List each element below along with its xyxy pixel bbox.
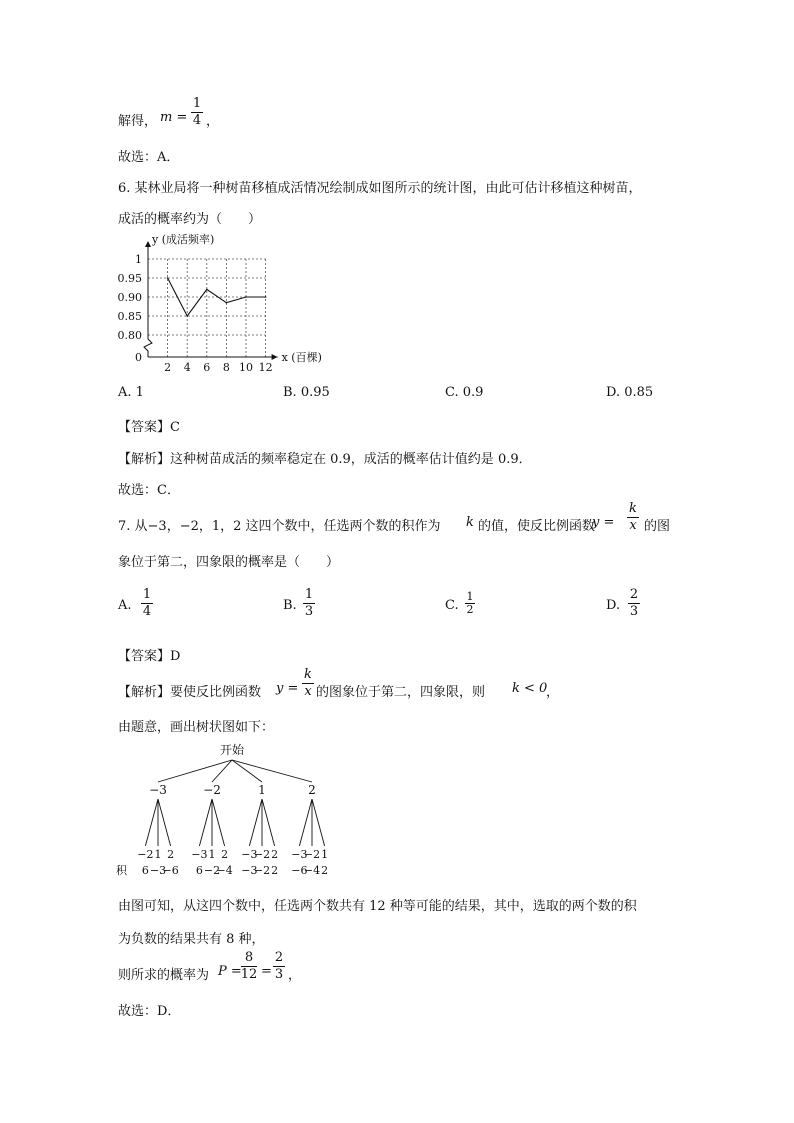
origin-label: 0 xyxy=(135,351,142,364)
m-equation-lhs: m = xyxy=(160,110,188,125)
q7-conclusion-line1: 由图可知，从这四个数中，任选两个数共有 12 种等可能的结果，其中，选取的两个数的积 xyxy=(118,899,637,914)
tree-leaf-node: 1 xyxy=(321,848,329,861)
pick-a: 故选：A． xyxy=(118,150,180,165)
q7-prob-eq: = xyxy=(261,964,272,979)
tree-product-label: 积 xyxy=(116,864,127,877)
tree-product-value: 6 xyxy=(141,864,149,877)
x-tick-label: 4 xyxy=(183,361,191,374)
tree-product-value: 2 xyxy=(271,864,279,877)
tree-branch-node: 1 xyxy=(258,783,266,797)
m-fraction xyxy=(190,96,204,129)
tree-edge xyxy=(145,799,158,846)
q7-prob-frac2: 2 3 xyxy=(274,950,284,982)
tree-edge xyxy=(232,760,262,782)
q6-analysis: 【解析】这种树苗成活的频率稳定在 0.9，成活的概率估计值约是 0.9． xyxy=(118,452,532,467)
tree-leaf-node: −2 xyxy=(137,848,154,861)
x-axis-label: x (百棵) xyxy=(281,351,322,364)
y-tick-label: 0.80 xyxy=(117,329,142,342)
m-suffix: ， xyxy=(206,114,220,129)
q7-analysis-part2: 的图象位于第二，四象限，则 xyxy=(316,685,486,700)
q7-stem-line2: 象位于第二，四象限的概率是（ ） xyxy=(118,555,340,570)
x-tick-label: 8 xyxy=(222,361,230,374)
q7-analysis-cond: k < 0 xyxy=(512,681,548,696)
q7-analysis-part3: ， xyxy=(546,685,560,700)
tree-root: 开始 xyxy=(219,743,245,757)
x-tick-label: 2 xyxy=(164,361,172,374)
q7-stem-part2: 的值，使反比例函数 xyxy=(478,519,596,534)
tree-edge xyxy=(232,760,312,782)
q7-option-b-letter: B. xyxy=(283,598,297,613)
tree-product-value: −4 xyxy=(216,864,233,877)
q6-stem-line2: 成活的概率约为（ ） xyxy=(118,212,262,227)
x-tick-label: 10 xyxy=(239,361,253,374)
q7-option-d-frac: 2 3 xyxy=(629,587,639,619)
tree-product-value: −6 xyxy=(162,864,179,877)
q7-stem-part1: 7. 从−3，−2，1，2 这四个数中，任选两个数的积作为 xyxy=(118,519,441,534)
q7-option-b-frac: 1 3 xyxy=(304,587,314,619)
y-axis-label: y (成活频率) xyxy=(152,233,215,246)
q7-conclusion-line2: 为负数的结果共有 8 种， xyxy=(118,932,265,947)
q6-option-c: C. 0.9 xyxy=(445,385,484,400)
m-fraction-num: 1 xyxy=(192,96,202,111)
x-tick-label: 12 xyxy=(258,361,273,374)
q6-answer: 【答案】C xyxy=(118,420,180,435)
tree-leaf-node: 2 xyxy=(167,848,175,861)
data-point xyxy=(206,289,208,291)
x-tick-label: 6 xyxy=(203,361,211,374)
q7-prob-prefix: 则所求的概率为 xyxy=(118,968,210,983)
q7-y-eq: y = xyxy=(592,515,615,530)
tree-edge xyxy=(312,799,325,846)
q7-option-c-letter: C. xyxy=(445,598,459,613)
tree-product-value: −3 xyxy=(149,864,167,877)
q6-line-chart xyxy=(112,232,332,372)
data-point xyxy=(226,302,228,304)
tree-leaf-node: 2 xyxy=(271,848,279,861)
tree-product-value: −3 xyxy=(241,864,258,877)
m-fraction-den: 4 xyxy=(192,113,202,128)
tree-leaf-node: 2 xyxy=(221,848,229,861)
data-point xyxy=(186,315,188,317)
q7-analysis-part1: 【解析】要使反比例函数 xyxy=(118,685,262,700)
q7-frac-num: k xyxy=(629,501,637,516)
tree-edge xyxy=(158,760,232,782)
y-tick-label: 0.95 xyxy=(117,272,142,285)
y-axis xyxy=(144,243,152,357)
tree-product-value: 2 xyxy=(321,864,329,877)
tree-edge xyxy=(158,799,171,846)
solve-prefix: 解得， xyxy=(118,114,158,129)
q6-pick: 故选：C． xyxy=(118,483,180,498)
tree-leaf-node: 1 xyxy=(208,848,216,861)
q6-option-a: A. 1 xyxy=(118,385,144,400)
tree-product-value: −6 xyxy=(291,864,308,877)
q7-frac-den: x xyxy=(629,518,637,533)
tree-product-value: −4 xyxy=(303,864,321,877)
tree-diagram xyxy=(114,740,354,880)
data-point xyxy=(167,277,169,279)
q7-option-c-frac: 1 2 xyxy=(466,590,474,616)
data-point xyxy=(245,296,247,298)
q6-option-b: B. 0.95 xyxy=(283,385,330,400)
q7-stem-part3: 的图 xyxy=(644,519,671,534)
q7-option-d-letter: D. xyxy=(606,598,621,613)
q7-option-a-letter: A. xyxy=(118,598,132,613)
tree-leaf-node: −2 xyxy=(253,848,271,861)
y-tick-label: 1 xyxy=(135,253,142,266)
tree-branch-node: −2 xyxy=(203,783,221,797)
tree-leaf-node: 1 xyxy=(154,848,162,861)
q6-option-d: D. 0.85 xyxy=(606,385,654,400)
tree-edge xyxy=(199,799,212,846)
q6-stem-line1: 6. 某林业局将一种树苗移植成活情况绘制成如图所示的统计图，由此可估计移植这种树苗， xyxy=(118,181,642,196)
tree-leaf-node: −2 xyxy=(303,848,321,861)
tree-leaf-node: −3 xyxy=(241,848,258,861)
tree-edge xyxy=(249,799,262,846)
q7-pick: 故选：D． xyxy=(118,1004,181,1019)
data-point xyxy=(265,296,267,298)
q7-analysis-k-over-x: k x xyxy=(301,667,315,700)
tree-edge xyxy=(262,799,275,846)
q7-k-var: k xyxy=(466,515,474,530)
x-axis-arrow xyxy=(272,354,278,360)
tree-leaf-node: −3 xyxy=(291,848,308,861)
q7-option-a-frac: 1 4 xyxy=(142,587,152,619)
tree-leaf-node: −3 xyxy=(191,848,208,861)
q7-tree-intro: 由题意，画出树状图如下： xyxy=(118,720,275,735)
tree-edge xyxy=(212,799,225,846)
q7-k-over-x xyxy=(626,501,640,534)
y-tick-label: 0.85 xyxy=(117,310,142,323)
tree-product-value: −2 xyxy=(253,864,271,877)
tree-edge xyxy=(299,799,312,846)
q7-answer: 【答案】D xyxy=(118,649,181,664)
tree-product-value: 6 xyxy=(195,864,203,877)
y-axis-arrow xyxy=(145,241,151,247)
q7-prob-frac1: 8 12 xyxy=(240,950,258,982)
q7-prob-P: P = xyxy=(218,964,242,979)
q7-prob-suffix: ， xyxy=(288,968,302,983)
tree-product-value: −2 xyxy=(203,864,221,877)
q7-analysis-y-eq: y = xyxy=(276,681,299,696)
y-tick-label: 0.90 xyxy=(117,291,142,304)
tree-branch-node: 2 xyxy=(308,783,316,797)
tree-branch-node: −3 xyxy=(149,783,167,797)
